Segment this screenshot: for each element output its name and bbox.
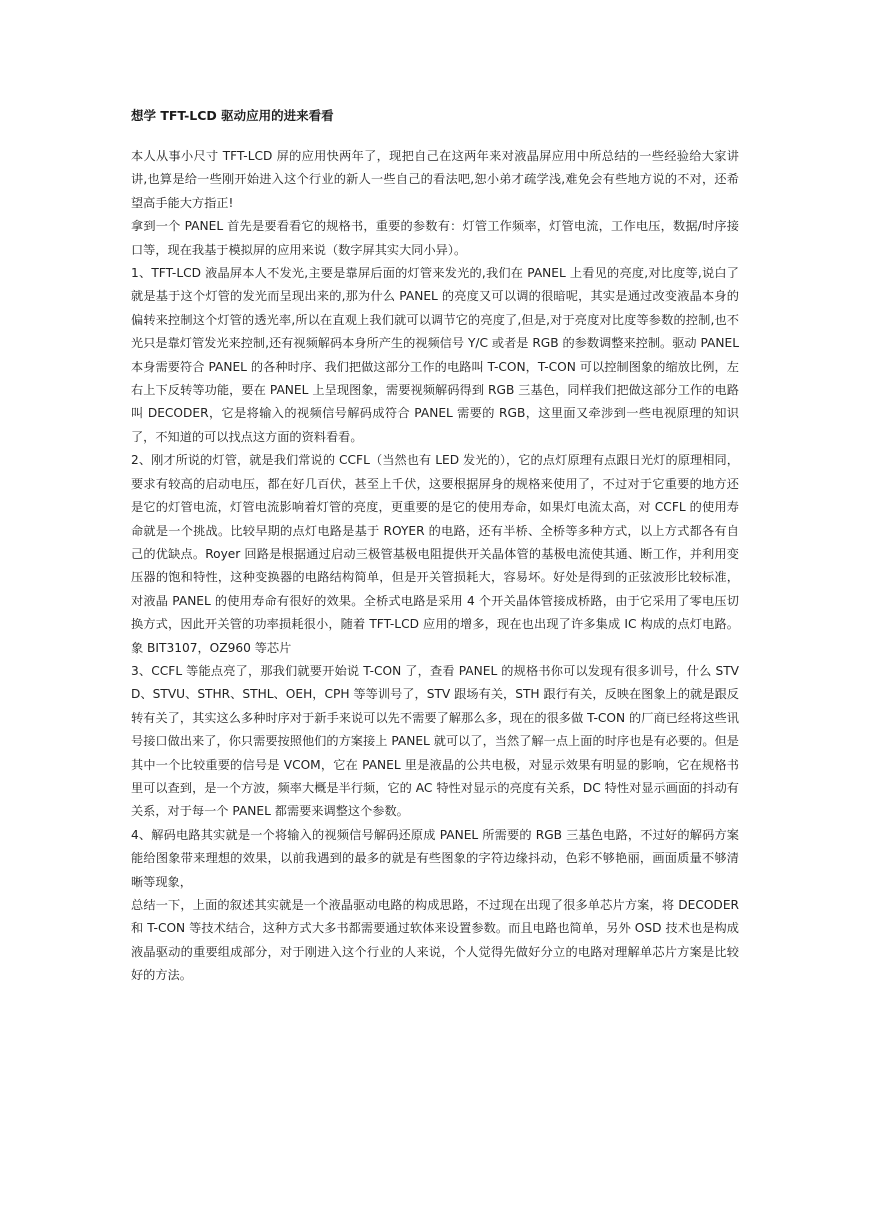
paragraph-section-4: 4、解码电路其实就是一个将输入的视频信号解码还原成 PANEL 所需要的 RGB 三基色电路，不过好的解码方案能给图象带来理想的效果，以前我遇到的最多的就是有些图象的字符边缘抖动，色彩不够艳丽，画面质量不够清晰等现象， <box>131 827 739 889</box>
paragraph-panel-specs: 拿到一个 PANEL 首先是要看看它的规格书，重要的参数有：灯管工作频率，灯管电流，工作电压，数据/时序接口等，现在我基于模拟屏的应用来说（数字屏其实大同小异）。 <box>131 219 739 257</box>
document-title: 想学 TFT-LCD 驱动应用的进来看看 <box>131 108 334 123</box>
paragraph-intro: 本人从事小尺寸 TFT-LCD 屏的应用快两年了，现把自己在这两年来对液晶屏应用中所总结的一些经验给大家讲讲,也算是给一些刚开始进入这个行业的新人一些自己的看法吧,恕小弟才疏学浅,难免会有些地方说的不对，还希望高手能大方指正! <box>131 149 739 210</box>
paragraph-section-1: 1、TFT-LCD 液晶屏本人不发光,主要是靠屏后面的灯管来发光的,我们在 PANEL 上看见的亮度,对比度等,说白了就是基于这个灯管的发光而呈现出来的,那为什么 PANEL 的亮度又可以调的很暗呢，其实是通过改变液晶本身的偏转来控制这个灯管的透光率,所以在直观上我们就可以调节它的亮度了,但是,对于亮度对比度等参数的控制,也不光只是靠灯管发光来控制,还有视频解码本身所产生的视频信号 Y/C 或者是 RGB 的参数调整来控制。驱动 PANEL 本身需要符合 PANEL 的各种时序、我们把做这部分工作的电路叫 T-CON，T-CON 可以控制图象的缩放比例，左右上下反转等功能，要在 PANEL 上呈现图象，需要视频解码得到 RGB 三基色，同样我们把做这部分工作的电路叫 DECODER，它是将输入的视频信号解码成符合 PANEL 需要的 RGB，这里面又牵涉到一些电视原理的知识了，不知道的可以找点这方面的资料看看。 <box>131 266 739 444</box>
paragraph-summary: 总结一下，上面的叙述其实就是一个液晶驱动电路的构成思路，不过现在出现了很多单芯片方案，将 DECODER 和 T-CON 等技术结合，这种方式大多书都需要通过软体来设置参数。而且电路也简单，另外 OSD 技术也是构成液晶驱动的重要组成部分，对于刚进入这个行业的人来说，个人觉得先做好分立的电路对理解单芯片方案是比较好的方法。 <box>131 898 739 983</box>
paragraph-section-3: 3、CCFL 等能点亮了，那我们就要开始说 T-CON 了，查看 PANEL 的规格书你可以发现有很多训号，什么 STVD、STVU、STHR、STHL、OEH，CPH 等等训号了，STV 跟场有关，STH 跟行有关，反映在图象上的就是跟反转有关了，其实这么多种时序对于新手来说可以先不需要了解那么多，现在的很多做 T-CON 的厂商已经将这些讯号接口做出来了，你只需要按照他们的方案接上 PANEL 就可以了，当然了解一点上面的时序也是有必要的。但是其中一个比较重要的信号是 VCOM，它在 PANEL 里是液晶的公共电极，对显示效果有明显的影响，它在规格书里可以查到，是一个方波，频率大概是半行频，它的 AC 特性对显示的亮度有关系，DC 特性对显示画面的抖动有关系，对于每一个 PANEL 都需要来调整这个参数。 <box>131 663 739 819</box>
paragraph-section-2: 2、刚才所说的灯管，就是我们常说的 CCFL（当然也有 LED 发光的），它的点灯原理有点跟日光灯的原理相同，要求有较高的启动电压，都在好几百伏，甚至上千伏，这要根据屏身的规格来使用了，不过对于它重要的地方还是它的灯管电流，灯管电流影响着灯管的亮度，更重要的是它的使用寿命，如果灯电流太高，对 CCFL 的使用寿命就是一个挑战。比较早期的点灯电路是基于 ROYER 的电路，还有半桥、全桥等多种方式，以上方式都各有自己的优缺点。Royer 回路是根据通过启动三极管基极电阻提供开关晶体管的基极电流使其通、断工作，并利用变压器的饱和特性，这种变换器的电路结构简单，但是开关管损耗大，容易坏。好处是得到的正弦波形比较标准，对液晶 PANEL 的使用寿命有很好的效果。全桥式电路是采用 4 个开关晶体管接成桥路，由于它采用了零电压切换方式，因此开关管的功率损耗很小，随着 TFT-LCD 应用的增多，现在也出现了许多集成 IC 构成的点灯电路。象 BIT3107，OZ960 等芯片 <box>131 453 739 655</box>
document-body <box>131 106 739 988</box>
